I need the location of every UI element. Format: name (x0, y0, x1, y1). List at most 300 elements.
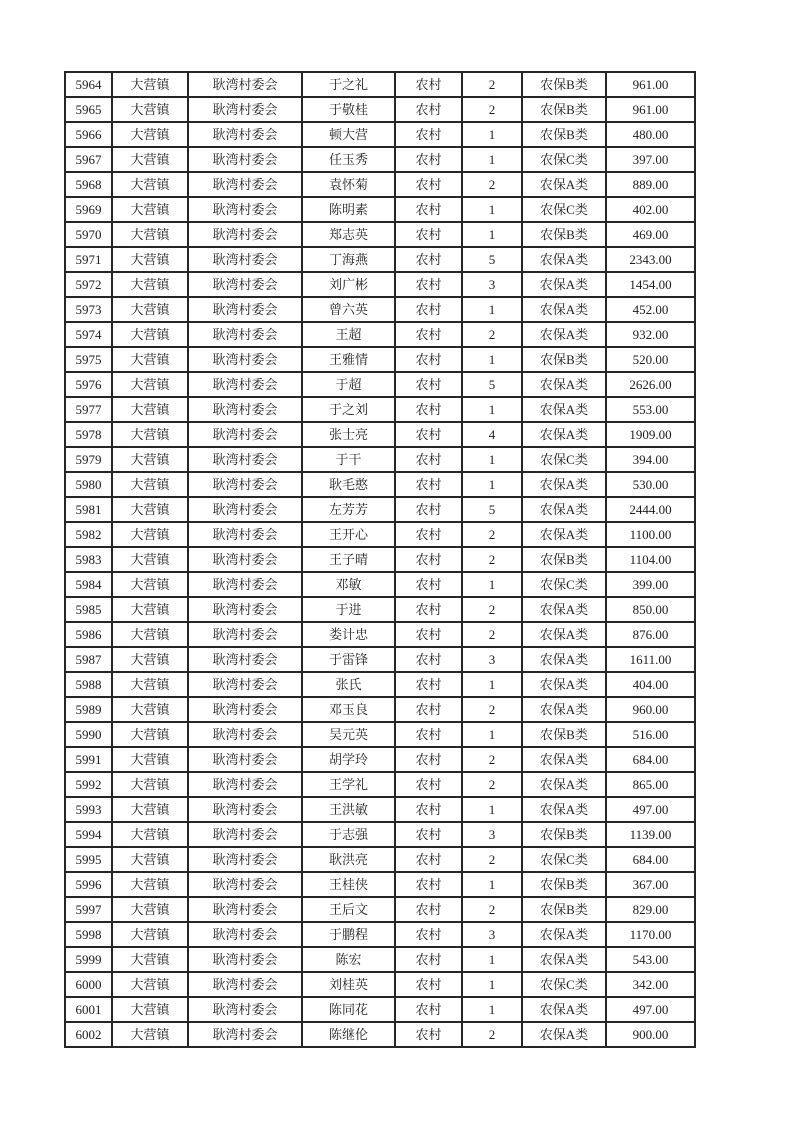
cell-amount: 497.00 (606, 797, 695, 822)
cell-insurance-class: 农保A类 (522, 647, 606, 672)
cell-amount: 961.00 (606, 97, 695, 122)
table-row (65, 322, 695, 347)
table-row (65, 922, 695, 947)
table-row (65, 897, 695, 922)
cell-amount: 469.00 (606, 222, 695, 247)
cell-village: 耿湾村委会 (188, 872, 302, 897)
cell-amount: 530.00 (606, 472, 695, 497)
cell-town: 大营镇 (112, 122, 188, 147)
cell-person-count: 1 (462, 397, 522, 422)
cell-insurance-class: 农保A类 (522, 797, 606, 822)
cell-person-count: 4 (462, 422, 522, 447)
cell-person-count: 1 (462, 997, 522, 1022)
cell-seq: 5967 (65, 147, 112, 172)
cell-seq: 5990 (65, 722, 112, 747)
cell-person-name: 曾六英 (302, 297, 395, 322)
cell-seq: 5980 (65, 472, 112, 497)
cell-insurance-class: 农保C类 (522, 572, 606, 597)
table-row (65, 797, 695, 822)
cell-seq: 5968 (65, 172, 112, 197)
cell-person-name: 王子晴 (302, 547, 395, 572)
cell-person-count: 1 (462, 122, 522, 147)
table-row (65, 522, 695, 547)
cell-insurance-class: 农保A类 (522, 297, 606, 322)
cell-village: 耿湾村委会 (188, 622, 302, 647)
cell-village: 耿湾村委会 (188, 197, 302, 222)
cell-village: 耿湾村委会 (188, 897, 302, 922)
cell-town: 大营镇 (112, 722, 188, 747)
cell-town: 大营镇 (112, 447, 188, 472)
cell-seq: 5988 (65, 672, 112, 697)
cell-seq: 5978 (65, 422, 112, 447)
cell-insurance-class: 农保A类 (522, 322, 606, 347)
cell-person-name: 于鹏程 (302, 922, 395, 947)
cell-person-count: 1 (462, 722, 522, 747)
cell-seq: 5971 (65, 247, 112, 272)
cell-seq: 5999 (65, 947, 112, 972)
cell-village: 耿湾村委会 (188, 547, 302, 572)
cell-village: 耿湾村委会 (188, 772, 302, 797)
cell-amount: 402.00 (606, 197, 695, 222)
cell-person-name: 于雷锋 (302, 647, 395, 672)
cell-person-name: 胡学玲 (302, 747, 395, 772)
cell-residence-type: 农村 (395, 872, 462, 897)
cell-seq: 5998 (65, 922, 112, 947)
cell-amount: 520.00 (606, 347, 695, 372)
cell-village: 耿湾村委会 (188, 397, 302, 422)
cell-village: 耿湾村委会 (188, 172, 302, 197)
cell-insurance-class: 农保A类 (522, 997, 606, 1022)
cell-person-count: 2 (462, 522, 522, 547)
cell-village: 耿湾村委会 (188, 822, 302, 847)
cell-amount: 684.00 (606, 747, 695, 772)
table-row (65, 447, 695, 472)
cell-insurance-class: 农保B类 (522, 97, 606, 122)
cell-village: 耿湾村委会 (188, 372, 302, 397)
cell-person-count: 3 (462, 272, 522, 297)
cell-village: 耿湾村委会 (188, 522, 302, 547)
cell-insurance-class: 农保C类 (522, 447, 606, 472)
cell-amount: 1100.00 (606, 522, 695, 547)
cell-town: 大营镇 (112, 97, 188, 122)
cell-person-count: 1 (462, 472, 522, 497)
cell-person-count: 2 (462, 72, 522, 97)
cell-residence-type: 农村 (395, 397, 462, 422)
cell-person-count: 2 (462, 97, 522, 122)
cell-seq: 5973 (65, 297, 112, 322)
cell-insurance-class: 农保A类 (522, 772, 606, 797)
table-row (65, 222, 695, 247)
cell-amount: 829.00 (606, 897, 695, 922)
cell-person-name: 娄计忠 (302, 622, 395, 647)
cell-residence-type: 农村 (395, 222, 462, 247)
cell-person-name: 于志强 (302, 822, 395, 847)
cell-person-count: 5 (462, 372, 522, 397)
cell-person-name: 陈继伦 (302, 1022, 395, 1047)
cell-residence-type: 农村 (395, 622, 462, 647)
cell-village: 耿湾村委会 (188, 297, 302, 322)
cell-residence-type: 农村 (395, 497, 462, 522)
table-row (65, 97, 695, 122)
cell-person-count: 2 (462, 772, 522, 797)
cell-village: 耿湾村委会 (188, 497, 302, 522)
cell-town: 大营镇 (112, 147, 188, 172)
cell-village: 耿湾村委会 (188, 597, 302, 622)
table-row (65, 747, 695, 772)
cell-amount: 1909.00 (606, 422, 695, 447)
cell-person-count: 1 (462, 347, 522, 372)
cell-amount: 497.00 (606, 997, 695, 1022)
cell-amount: 394.00 (606, 447, 695, 472)
cell-residence-type: 农村 (395, 447, 462, 472)
cell-town: 大营镇 (112, 922, 188, 947)
cell-insurance-class: 农保A类 (522, 272, 606, 297)
cell-village: 耿湾村委会 (188, 122, 302, 147)
cell-seq: 5975 (65, 347, 112, 372)
cell-amount: 543.00 (606, 947, 695, 972)
table-row (65, 972, 695, 997)
cell-seq: 5977 (65, 397, 112, 422)
cell-seq: 5989 (65, 697, 112, 722)
cell-seq: 5964 (65, 72, 112, 97)
table-row (65, 847, 695, 872)
cell-person-count: 1 (462, 447, 522, 472)
cell-residence-type: 农村 (395, 372, 462, 397)
cell-town: 大营镇 (112, 497, 188, 522)
cell-seq: 5984 (65, 572, 112, 597)
cell-town: 大营镇 (112, 997, 188, 1022)
cell-amount: 900.00 (606, 1022, 695, 1047)
cell-amount: 2343.00 (606, 247, 695, 272)
cell-person-name: 张士亮 (302, 422, 395, 447)
cell-person-name: 陈宏 (302, 947, 395, 972)
cell-residence-type: 农村 (395, 172, 462, 197)
cell-amount: 2444.00 (606, 497, 695, 522)
cell-village: 耿湾村委会 (188, 572, 302, 597)
cell-seq: 5965 (65, 97, 112, 122)
table-row (65, 422, 695, 447)
cell-insurance-class: 农保A类 (522, 422, 606, 447)
cell-person-count: 3 (462, 922, 522, 947)
cell-insurance-class: 农保A类 (522, 1022, 606, 1047)
cell-amount: 932.00 (606, 322, 695, 347)
cell-seq: 5970 (65, 222, 112, 247)
cell-residence-type: 农村 (395, 572, 462, 597)
cell-town: 大营镇 (112, 697, 188, 722)
cell-person-name: 丁海燕 (302, 247, 395, 272)
cell-person-count: 2 (462, 597, 522, 622)
cell-seq: 5997 (65, 897, 112, 922)
cell-village: 耿湾村委会 (188, 972, 302, 997)
table-row (65, 372, 695, 397)
cell-person-name: 于进 (302, 597, 395, 622)
table-row (65, 297, 695, 322)
cell-village: 耿湾村委会 (188, 472, 302, 497)
cell-insurance-class: 农保A类 (522, 922, 606, 947)
cell-town: 大营镇 (112, 547, 188, 572)
cell-village: 耿湾村委会 (188, 97, 302, 122)
cell-town: 大营镇 (112, 272, 188, 297)
cell-seq: 5981 (65, 497, 112, 522)
cell-residence-type: 农村 (395, 147, 462, 172)
cell-insurance-class: 农保A类 (522, 172, 606, 197)
cell-insurance-class: 农保C类 (522, 972, 606, 997)
cell-amount: 889.00 (606, 172, 695, 197)
cell-town: 大营镇 (112, 897, 188, 922)
cell-residence-type: 农村 (395, 897, 462, 922)
cell-amount: 684.00 (606, 847, 695, 872)
cell-town: 大营镇 (112, 222, 188, 247)
cell-amount: 876.00 (606, 622, 695, 647)
cell-seq: 5995 (65, 847, 112, 872)
table-row (65, 947, 695, 972)
cell-person-name: 于之礼 (302, 72, 395, 97)
cell-person-count: 2 (462, 847, 522, 872)
cell-seq: 5985 (65, 597, 112, 622)
cell-insurance-class: 农保A类 (522, 397, 606, 422)
cell-residence-type: 农村 (395, 847, 462, 872)
table-row (65, 272, 695, 297)
cell-village: 耿湾村委会 (188, 997, 302, 1022)
cell-amount: 865.00 (606, 772, 695, 797)
cell-person-name: 耿毛憨 (302, 472, 395, 497)
cell-insurance-class: 农保A类 (522, 947, 606, 972)
cell-seq: 5972 (65, 272, 112, 297)
cell-town: 大营镇 (112, 672, 188, 697)
cell-person-count: 1 (462, 222, 522, 247)
cell-person-count: 1 (462, 947, 522, 972)
cell-town: 大营镇 (112, 872, 188, 897)
cell-residence-type: 农村 (395, 772, 462, 797)
cell-person-count: 1 (462, 872, 522, 897)
cell-seq: 5993 (65, 797, 112, 822)
cell-residence-type: 农村 (395, 547, 462, 572)
table-row (65, 72, 695, 97)
cell-seq: 5979 (65, 447, 112, 472)
cell-insurance-class: 农保C类 (522, 847, 606, 872)
cell-town: 大营镇 (112, 847, 188, 872)
cell-town: 大营镇 (112, 347, 188, 372)
cell-town: 大营镇 (112, 597, 188, 622)
cell-seq: 5982 (65, 522, 112, 547)
table-body (65, 72, 695, 1047)
cell-insurance-class: 农保B类 (522, 822, 606, 847)
cell-village: 耿湾村委会 (188, 947, 302, 972)
cell-person-name: 刘桂英 (302, 972, 395, 997)
cell-village: 耿湾村委会 (188, 847, 302, 872)
cell-residence-type: 农村 (395, 672, 462, 697)
cell-residence-type: 农村 (395, 647, 462, 672)
cell-insurance-class: 农保A类 (522, 372, 606, 397)
cell-person-name: 邓玉良 (302, 697, 395, 722)
insurance-payment-table (64, 71, 696, 1048)
cell-person-count: 3 (462, 822, 522, 847)
cell-seq: 5994 (65, 822, 112, 847)
cell-seq: 6001 (65, 997, 112, 1022)
cell-insurance-class: 农保B类 (522, 122, 606, 147)
cell-person-count: 1 (462, 797, 522, 822)
cell-village: 耿湾村委会 (188, 247, 302, 272)
cell-person-name: 王桂侠 (302, 872, 395, 897)
table-row (65, 397, 695, 422)
cell-insurance-class: 农保A类 (522, 672, 606, 697)
cell-town: 大营镇 (112, 972, 188, 997)
cell-town: 大营镇 (112, 472, 188, 497)
cell-insurance-class: 农保C类 (522, 197, 606, 222)
cell-person-name: 王开心 (302, 522, 395, 547)
cell-person-name: 于干 (302, 447, 395, 472)
cell-village: 耿湾村委会 (188, 222, 302, 247)
cell-town: 大营镇 (112, 947, 188, 972)
cell-person-count: 2 (462, 1022, 522, 1047)
cell-amount: 342.00 (606, 972, 695, 997)
cell-amount: 850.00 (606, 597, 695, 622)
cell-residence-type: 农村 (395, 922, 462, 947)
table-row (65, 722, 695, 747)
cell-amount: 1170.00 (606, 922, 695, 947)
cell-seq: 6000 (65, 972, 112, 997)
cell-person-count: 1 (462, 297, 522, 322)
table-row (65, 772, 695, 797)
cell-person-count: 1 (462, 147, 522, 172)
cell-seq: 5983 (65, 547, 112, 572)
cell-person-count: 2 (462, 747, 522, 772)
cell-residence-type: 农村 (395, 297, 462, 322)
cell-amount: 1139.00 (606, 822, 695, 847)
cell-village: 耿湾村委会 (188, 747, 302, 772)
cell-insurance-class: 农保A类 (522, 622, 606, 647)
table-row (65, 347, 695, 372)
cell-insurance-class: 农保A类 (522, 597, 606, 622)
table-row (65, 547, 695, 572)
cell-village: 耿湾村委会 (188, 447, 302, 472)
cell-person-count: 5 (462, 247, 522, 272)
cell-town: 大营镇 (112, 397, 188, 422)
cell-residence-type: 农村 (395, 347, 462, 372)
cell-village: 耿湾村委会 (188, 272, 302, 297)
cell-amount: 553.00 (606, 397, 695, 422)
cell-person-name: 顿大营 (302, 122, 395, 147)
table-row (65, 472, 695, 497)
cell-person-name: 吴元英 (302, 722, 395, 747)
table-row (65, 997, 695, 1022)
cell-person-name: 陈同花 (302, 997, 395, 1022)
cell-residence-type: 农村 (395, 947, 462, 972)
cell-town: 大营镇 (112, 622, 188, 647)
table-row (65, 572, 695, 597)
cell-village: 耿湾村委会 (188, 147, 302, 172)
cell-person-count: 2 (462, 697, 522, 722)
cell-residence-type: 农村 (395, 197, 462, 222)
cell-seq: 5987 (65, 647, 112, 672)
cell-person-name: 耿洪亮 (302, 847, 395, 872)
cell-amount: 1611.00 (606, 647, 695, 672)
cell-town: 大营镇 (112, 197, 188, 222)
cell-person-count: 1 (462, 972, 522, 997)
cell-person-count: 1 (462, 197, 522, 222)
cell-residence-type: 农村 (395, 822, 462, 847)
cell-insurance-class: 农保A类 (522, 497, 606, 522)
cell-town: 大营镇 (112, 522, 188, 547)
table-row (65, 672, 695, 697)
cell-amount: 367.00 (606, 872, 695, 897)
cell-village: 耿湾村委会 (188, 72, 302, 97)
cell-insurance-class: 农保B类 (522, 872, 606, 897)
table-row (65, 172, 695, 197)
cell-person-name: 王雅情 (302, 347, 395, 372)
table-row (65, 147, 695, 172)
cell-person-name: 袁怀菊 (302, 172, 395, 197)
cell-amount: 1454.00 (606, 272, 695, 297)
cell-town: 大营镇 (112, 772, 188, 797)
cell-town: 大营镇 (112, 572, 188, 597)
table-row (65, 872, 695, 897)
cell-residence-type: 农村 (395, 272, 462, 297)
cell-insurance-class: 农保B类 (522, 347, 606, 372)
cell-seq: 5991 (65, 747, 112, 772)
cell-town: 大营镇 (112, 797, 188, 822)
cell-village: 耿湾村委会 (188, 922, 302, 947)
cell-seq: 5974 (65, 322, 112, 347)
cell-amount: 516.00 (606, 722, 695, 747)
cell-insurance-class: 农保B类 (522, 722, 606, 747)
cell-amount: 2626.00 (606, 372, 695, 397)
cell-insurance-class: 农保A类 (522, 472, 606, 497)
cell-person-name: 王超 (302, 322, 395, 347)
cell-residence-type: 农村 (395, 522, 462, 547)
cell-seq: 5976 (65, 372, 112, 397)
cell-amount: 399.00 (606, 572, 695, 597)
cell-person-name: 刘广彬 (302, 272, 395, 297)
cell-person-name: 王学礼 (302, 772, 395, 797)
cell-village: 耿湾村委会 (188, 422, 302, 447)
cell-residence-type: 农村 (395, 97, 462, 122)
cell-town: 大营镇 (112, 297, 188, 322)
cell-residence-type: 农村 (395, 422, 462, 447)
cell-person-count: 1 (462, 572, 522, 597)
table-row (65, 122, 695, 147)
cell-village: 耿湾村委会 (188, 797, 302, 822)
cell-town: 大营镇 (112, 647, 188, 672)
cell-insurance-class: 农保C类 (522, 147, 606, 172)
cell-village: 耿湾村委会 (188, 322, 302, 347)
cell-person-name: 陈明素 (302, 197, 395, 222)
cell-amount: 1104.00 (606, 547, 695, 572)
cell-amount: 404.00 (606, 672, 695, 697)
cell-amount: 452.00 (606, 297, 695, 322)
cell-amount: 397.00 (606, 147, 695, 172)
cell-seq: 6002 (65, 1022, 112, 1047)
cell-residence-type: 农村 (395, 997, 462, 1022)
cell-person-count: 5 (462, 497, 522, 522)
cell-person-name: 邓敏 (302, 572, 395, 597)
cell-residence-type: 农村 (395, 247, 462, 272)
table-row (65, 697, 695, 722)
cell-village: 耿湾村委会 (188, 647, 302, 672)
cell-person-name: 于敬桂 (302, 97, 395, 122)
cell-person-count: 2 (462, 622, 522, 647)
cell-town: 大营镇 (112, 1022, 188, 1047)
cell-seq: 5992 (65, 772, 112, 797)
cell-residence-type: 农村 (395, 472, 462, 497)
table-row (65, 822, 695, 847)
cell-amount: 480.00 (606, 122, 695, 147)
cell-person-name: 于超 (302, 372, 395, 397)
cell-seq: 5966 (65, 122, 112, 147)
cell-person-count: 2 (462, 172, 522, 197)
cell-residence-type: 农村 (395, 1022, 462, 1047)
cell-person-name: 于之刘 (302, 397, 395, 422)
